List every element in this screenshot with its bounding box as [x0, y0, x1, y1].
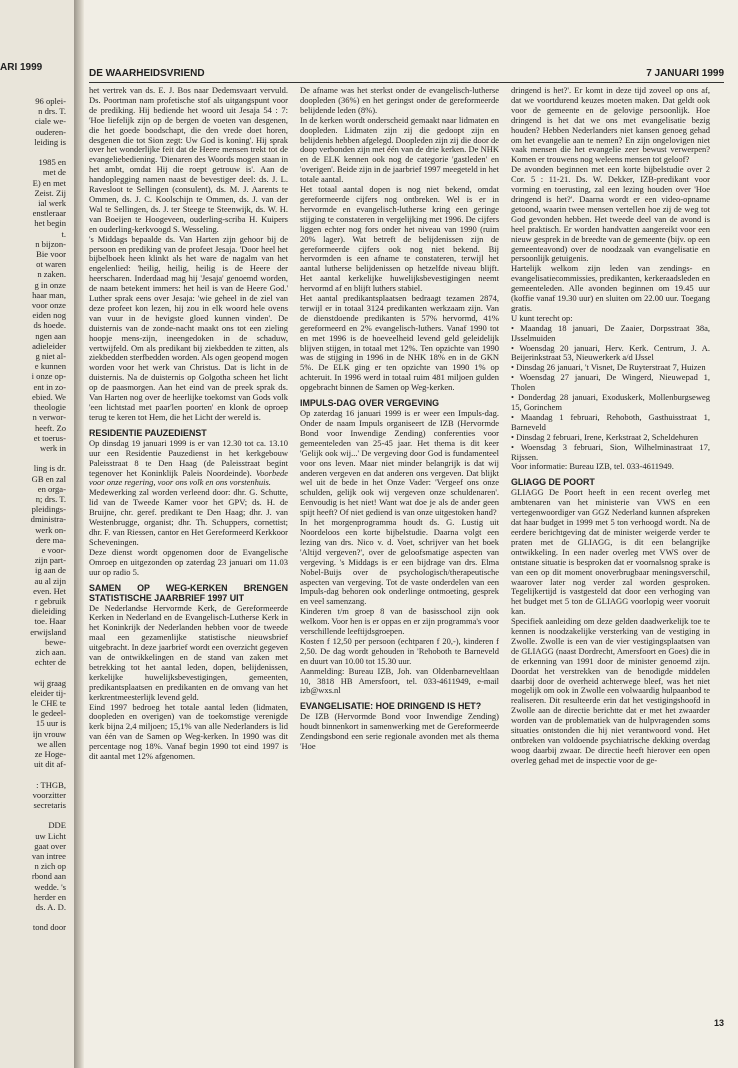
adjacent-text-line: gaat over: [34, 840, 66, 851]
adjacent-text-line: r gebruik: [34, 595, 66, 606]
adjacent-text-line: ling is dr.: [33, 463, 66, 474]
page-gutter: [74, 0, 84, 1068]
adjacent-text-line: van intree: [31, 851, 66, 862]
adjacent-text-line: le gedeel-: [32, 708, 66, 719]
adjacent-text-line: zijn part-: [34, 555, 66, 566]
adjacent-text-line: ebied. We: [32, 391, 66, 402]
adjacent-text-line: met de: [42, 167, 66, 178]
adjacent-text-line: tond door: [32, 922, 66, 933]
paragraph: De avonden beginnen met een korte bijbelstudie over 2 Cor. 5 : 11-21. Ds. W. Dekker, IZB-predikant voor vorming en toerusting, zal een lezing houden over 'Hoe dringend is het?'. Daarna wordt er een video-opname getoond, waarin twee mensen vertellen hoe zij de weg tot God gevonden hebben. Het tweede deel van de avond is heel praktisch. Er worden handvatten aangereikt voor een nieuw gesprek in de breedte van de gemeente (bijv. op een gemeenteavond) over de noodzaak van evangelisatie en persoonlijk getuigenis.: [511, 164, 710, 264]
paragraph: In de kerken wordt onderscheid gemaakt naar lidmaten en doopleden. Lidmaten zijn zij die gedoopt zijn en belijdenis hebben afgelegd. Doopleden zijn zij die door de doop verbonden zijn met één van de drie kerken. De NHK en de ELK kennen ook nog de categorie 'gastleden' en 'overigen'. Beide zijn in de jaarbrief 1997 meegeteld in het totale aantal.: [300, 114, 499, 185]
adjacent-text-line: secretaris: [33, 800, 66, 811]
paragraph: Medewerking zal worden verleend door: dhr. G. Schutte, lid van de Tweede Kamer voor het GPV; ds. H. de Bruijne, chr. geref. predikant te Den Haag; dhr. J. van Westenbrugge, organist; dhr. Th. Schuppers, cornettist; dhr. F. van Riessen, cantor en Het Gereformeerd Kerkkoor Scheveningen.: [89, 487, 288, 547]
adjacent-text-line: [0, 769, 66, 779]
adjacent-text-line: [0, 667, 66, 677]
adjacent-text-line: et toerus-: [33, 432, 66, 443]
adjacent-text-line: dere ma-: [35, 534, 66, 545]
adjacent-text-line: n zaken.: [37, 269, 66, 280]
adjacent-text-line: t.: [61, 228, 66, 239]
adjacent-text-line: [0, 912, 66, 922]
adjacent-text-line: E) en met: [32, 177, 66, 188]
adjacent-text-line: leiding is: [34, 136, 66, 147]
adjacent-page: [0, 0, 75, 1068]
adjacent-text-line: even. Het: [33, 585, 66, 596]
list-item: • Woensdag 3 februari, Sion, Wilhelminastraat 17, Rijssen.: [511, 441, 710, 462]
paragraph: De Nederlandse Hervormde Kerk, de Gereformeerde Kerken in Nederland en de Evangelisch-Lutherse Kerk in het Koninkrijk der Nederlanden hebben voor de tweede maal een gezamenlijke statistische nieuwsbrief uitgebracht. In deze jaarbrief wordt een overzicht gegeven van de ontwikkelingen en de stand van zaken met betrekking tot het aantal leden, dopen, belijdenissen, kerkelijke huwelijksbevestigingen, gemeenten, predikantsplaatsen en predikanten en de omvang van het kerkrentmeesterlijk levend geld.: [89, 602, 288, 702]
adjacent-text-line: ze Hoge-: [34, 749, 66, 759]
paragraph: Aanmelding: Bureau IZB, Joh. van Oldenbarneveltlaan 10, 3818 HB Amersfoort, tel. 033-4611949, e-mail izb@wxs.nl: [300, 665, 499, 696]
section-heading: EVANGELISATIE: HOE DRINGEND IS HET?: [300, 701, 482, 712]
section-heading: GLIAGG DE POORT: [511, 477, 595, 488]
paragraph: U kunt terecht op:: [511, 312, 573, 323]
adjacent-text-line: echter de: [34, 657, 66, 668]
adjacent-text-line: haar man,: [32, 289, 66, 300]
adjacent-text-line: n drs. T.: [38, 106, 66, 117]
adjacent-text-line: erwijsland: [30, 626, 66, 637]
adjacent-text-line: rbond aan: [31, 871, 66, 882]
adjacent-text-line: Bie voor: [36, 249, 66, 260]
paragraph: Het aantal predikantsplaatsen bedraagt tezamen 2874, terwijl er in totaal 3124 predikanten werkzaam zijn. Van de dienstdoende predikanten is 57% hervormd, 41% gereformeerd en 2% evangelisch-luthers. Vanaf 1990 tot en met 1996 is de hoeveelheid levend geld geleidelijk blijven stijgen, in totaal met 12%. Ten opzichte van 1990 was de stijging in 1996 in de NHK 18% en in de GKN 5%. De ELK ging er ten opzichte van 1990 1% op achteruit. In 1996 werd in totaal ruim 481 miljoen gulden opgebracht binnen de Samen op Weg-kerken.: [300, 293, 499, 393]
adjacent-text-line: het begin: [34, 218, 66, 229]
document-page: [84, 0, 738, 1068]
section-heading: SAMEN OP WEG-KERKEN BRENGEN STATISTISCHE JAARBRIEF 1997 UIT: [89, 582, 288, 603]
list-item: • Maandag 1 februari, Rehoboth, Gasthuisstraat 1, Barneveld: [511, 411, 710, 432]
adjacent-text-line: en orga-: [37, 483, 66, 494]
paragraph: [89, 439, 288, 489]
publication-title: DE WAARHEIDSVRIEND: [89, 68, 205, 79]
column-1: [89, 86, 288, 1036]
paragraph: het vertrek van ds. E. J. Bos naar Dedemsvaart vervuld. Ds. Poortman nam profetische stof als uitgangspunt voor de prediking. Hij bediende het woord uit Jesaja 54 : 7: 'Hoe liefelijk zijn op de bergen de voeten van desgenen, die het goede boodschapt, die den vrede doet horen, desgenen die tot Sion zegt: Uw God is koning'. Hij sprak over het wonderlijke feit dat de Heere mensen trekt tot de evangeliebediening. 'Dienaren des Woords mogen staan in het ambt, omdat Hij die roept getrouw is'. Aan de handoplegging namen naast de bevestiger deel: ds. J. L. Ravesloot te Sellingen (consulent), ds. M. J. Aarents te Ommen, ds. J. C. Koolschijn te Ommen, ds. J. van der Wal te Sellingen, ds. J. ter Steege te Steenwijk, ds. W. H. van Boeijen te Hoogeveen, ouderling-scriba H. Kuipers en ouderling-kerkvoogd S. Wesseling.: [89, 86, 288, 234]
paragraph: dringend is het?'. Er komt in deze tijd zoveel op ons af, dat we voortdurend keuzes moeten maken. Dat geldt ook voor de gemeente en de gelovige persoonlijk. Hoe dringend is het dat we ons met evangelisatie bezig houden? Hebben Nederlanders niet kansen genoeg gehad om het evangelie aan te nemen? En zijn ongelovigen niet vaak mensen die het evangelie zeer bewust verwerpen? Komen er trouwens nog weleens mensen tot geloof?: [511, 86, 710, 165]
paragraph: Voor informatie: Bureau IZB, tel. 033-4611949.: [511, 461, 674, 472]
adjacent-text-line: voor onze: [31, 300, 66, 311]
adjacent-text-line: uw Licht: [35, 830, 66, 841]
paragraph: Eind 1997 bedroeg het totale aantal leden (lidmaten, doopleden en overigen) van de toekomstige verenigde kerk bijna 2,4 miljoen; 15,1% van alle Nederlanders is lid van één van de Samen op Weg-kerken. In 1990 was dit percentage nog 18%. Vanaf begin 1990 tot eind 1997 is dit aantal met 12% afgenomen.: [89, 701, 288, 762]
paragraph: Hartelijk welkom zijn leden van zendings- en evangelisatiecommissies, predikanten, kerkeraadsleden en gemeenteleden. Alle avonden beginnen om 19.45 uur (koffie vanaf 19.30 uur) en sluiten om 22.00 uur. Toegang gratis.: [511, 263, 710, 313]
adjacent-text-line: ouderen-: [35, 126, 66, 137]
adjacent-text-line: zich aan.: [35, 646, 66, 657]
adjacent-text-line: enstleraar: [32, 208, 66, 219]
paragraph-text: Op dinsdag 19 januari 1999 is er van 12.30 tot ca. 13.10 uur een Residentie Pauzedienst in het kerkgebouw Paleisstraat 8 te Den Haag (de Paleisstraat begint tegenover het Koninklijk Paleis Noordeinde).: [89, 437, 288, 478]
adjacent-text-line: bewe-: [45, 636, 66, 647]
adjacent-text-line: g in onze: [34, 279, 66, 290]
adjacent-text-line: ds. A. D.: [35, 902, 66, 913]
adjacent-text-line: werk on-: [35, 524, 66, 535]
adjacent-text-line: ent in zo-: [33, 381, 66, 392]
paragraph: Specifiek aanleiding om deze gelden daadwerkelijk toe te kennen is noodzakelijke versterking van de vestiging in Zwolle. Zwolle is een van de vier vestigingsplaatsen van de GLIAGG (naast Dordrecht, Amersfoort en Goes) die in de erkenning van 1991 door de minister genoemd zijn. Doordat het verstrekken van de benodigde middelen daarbij door de overheid achterwege bleef, was het niet mogelijk om ook in Zwolle een volwaardig hulpaanbod te realiseren. Dit resulteerde erin dat het vestigingshoofd in Zwolle aan de directie berichtte dat er met het zwaarder worden van de problematiek van de hulpvragenden soms situaties ontstonden die hij niet verantwoord vond. Het ontbreken van voldoende psychiatrische dekking overdag woog daarbij zwaar. De directie heeft hierover een open overleg gehad met de inspectie voor de ge-: [511, 616, 710, 765]
adjacent-text-line: le CHE te: [32, 697, 66, 708]
adjacent-text-line: 96 oplei-: [35, 96, 66, 106]
adjacent-text-line: au al zijn: [34, 575, 66, 586]
column-3: [511, 86, 710, 1036]
adjacent-text-line: 15 uur is: [35, 718, 66, 729]
adjacent-page-text: [0, 96, 74, 1046]
adjacent-text-line: herder en: [33, 891, 66, 902]
adjacent-text-line: n zich op: [34, 861, 66, 872]
adjacent-text-line: eiden nog: [32, 310, 66, 321]
paragraph: Kinderen t/m groep 8 van de basisschool zijn ook welkom. Voor hen is er oppas en er zijn programma's voor verschillende leeftijdsgroepen.: [300, 606, 499, 637]
adjacent-text-line: DDE: [48, 820, 66, 831]
running-header: [89, 68, 724, 83]
adjacent-text-line: ciale we-: [34, 116, 66, 127]
adjacent-text-line: i onze op-: [31, 371, 66, 382]
adjacent-text-line: [0, 453, 66, 463]
adjacent-text-line: ijn vrouw: [32, 728, 66, 739]
adjacent-text-line: ot waren: [36, 259, 66, 270]
adjacent-text-line: theologie: [34, 402, 66, 413]
adjacent-text-line: uit dit af-: [34, 759, 66, 770]
issue-date: 7 JANUARI 1999: [646, 68, 724, 79]
adjacent-text-line: ig aan de: [34, 565, 66, 576]
adjacent-text-line: [0, 147, 66, 157]
adjacent-text-line: ds hoede.: [33, 320, 66, 331]
adjacent-text-line: dieleiding: [31, 606, 66, 617]
adjacent-text-line: GB en zal: [31, 473, 66, 484]
section-heading: IMPULS-DAG OVER VERGEVING: [300, 398, 440, 409]
adjacent-text-line: ngen aan: [35, 330, 66, 341]
adjacent-text-line: toe. Haar: [34, 616, 66, 627]
paragraph: Het totaal aantal dopen is nog niet bekend, omdat gereformeerde cijfers nog ontbreken. Wel is er in hervormde en evangelisch-lutherse kring een geringe stijging te constateren in vergelijking met 1996. De cijfers liggen echter nog fors onder het niveau van 1990 (ruim 20% lager). Wat betreft de belijdenissen zijn de gereformeerde cijfers ook nog niet bekend. Bij hervormden is een afname te constateren, terwijl het aantal lutherse belijdenissen op hetzelfde niveau blijft. Het aantal kerkelijke huwelijksbevestigingen neemt hervormd af en blijft luthers stabiel.: [300, 184, 499, 294]
paragraph: GLIAGG De Poort heeft in een recent overleg met ambtenaren van het ministerie van VWS en een vertegenwoordiger van GGZ Nederland kunnen afspreken dat haar budget in 1999 met 5 ton verhoogd wordt. Na de eerdere berichtgeving dat de minister weigerde verder te praten met de GLIAGG, is dit een belangrijke ontwikkeling. In een nader overleg met VWS over de ontstane situatie is besproken dat er voornalsnog sprake is van een op dit moment onoverbrugbaar meningsverschil, waarover later nog verder zal worden gesproken. Tegelijkertijd is vastgesteld dat door een verhoging van het budget met 5 ton de GLIAGG voorlopig weer vooruit kan.: [511, 487, 710, 617]
adjacent-text-line: e kunnen: [34, 361, 66, 372]
adjacent-text-line: 1985 en: [38, 157, 66, 168]
adjacent-text-line: [0, 810, 66, 820]
list-item: • Dinsdag 2 februari, Irene, Kerkstraat 2, Scheldehuren: [511, 431, 699, 442]
section-heading: RESIDENTIE PAUZEDIENST: [89, 427, 207, 438]
adjacent-text-line: ial werk: [38, 198, 66, 209]
list-item: • Dinsdag 26 januari, 't Visnet, De Ruyterstraat 7, Huizen: [511, 362, 706, 373]
list-item: • Woensdag 27 januari, De Wingerd, Nieuwepad 1, Tholen: [511, 372, 710, 393]
adjacent-text-line: n bijzon-: [35, 238, 66, 249]
adjacent-text-line: voorzitter: [32, 789, 66, 800]
paragraph: 's Middags bepaalde ds. Van Harten zijn gehoor bij de persoon en prediking van de profeet Jesaja. 'Door heel het bijbelboek heen klinkt als het ware de nagalm van het engelenlied: 'heilig, heilig, heilig is de Heere der heerscharen. Inderdaad mag hij 'Jesaja' genoemd worden, de naam betekent immers: het heil is van de Heere God.' Luther sprak eens over Jesaja: 'wie geheel in de ziel van deze profeet kon lezen, hij zou in elk woord hele ovens van vuur in de hevigste gloed kunnen vinden'. De duisternis van de zonde-nacht maakt ons tot een zieling hoopje mens-zijn, ineengedoken in de schaduw, vertwijfeld. Om als predikant bij ziekbedden te zitten, als ziekbedden sterfbedden worden. Als ogen geopend mogen worden voor het werk van Christus. Dat is licht in de duisternis. Na de duisternis op Golgotha scheen het licht op de paasmorgen. Aan het eind van de preek sprak ds. Van Harten nog over de heerlijke toekomst van Gods volk 'een lichtstad met paar'len poorten' en klonk de oproep terug te keren tot Hem, die het Licht der wereld is.: [89, 233, 288, 422]
column-2: [300, 86, 499, 1036]
list-item: • Donderdag 28 januari, Exoduskerk, Mollenburgseweg 15, Gorinchem: [511, 392, 710, 412]
adjacent-text-line: g niet al-: [35, 351, 66, 362]
paragraph: Deze dienst wordt opgenomen door de Evangelische Omroep en uitgezonden op zaterdag 23 januari om 11.03 uur op radio 5.: [89, 546, 288, 577]
adjacent-text-line: n; drs. T.: [35, 493, 66, 504]
adjacent-text-line: : THGB,: [36, 779, 66, 790]
adjacent-text-line: dministra-: [30, 514, 66, 525]
adjacent-text-line: wedde. 's: [34, 881, 66, 892]
paragraph: De afname was het sterkst onder de evangelisch-lutherse doopleden (36%) en het geringst onder de gereformeerde belijdende leden (8%).: [300, 86, 499, 115]
paragraph: De IZB (Hervormde Bond voor Inwendige Zending) houdt binnenkort in samenwerking met de Gereformeerde Zendingsbond een serie regionale avonden met als thema 'Hoe: [300, 711, 499, 752]
adjacent-text-line: pleidings-: [31, 504, 66, 515]
adjacent-text-line: n verwor-: [32, 412, 66, 423]
paragraph: Op zaterdag 16 januari 1999 is er weer een Impuls-dag. Onder de naam Impuls organiseert de IZB (Hervormde Bond voor Inwendige Zending) conferenties voor gemeenteleden van 25-45 jaar. Het thema is dit keer 'Gelijk ook wij...' De vergeving door God is fundamenteel voor ons leven. Maar niet minder belangrijk is dat wij anderen vergeven en dat anderen ons vergeven. Dat blijkt wel uit de bede in het Onze Vader: 'Vergeef ons onze schulden, gelijk ook wij vergeven onze schuldenaren'. Eenvoudig is het niet! Want wat doe je als de ander geen spijt heeft? Of niet gediend is van onze uitgestoken hand?: [300, 408, 499, 518]
list-item: • Woensdag 20 januari, Herv. Kerk. Centrum, J. A. Beijerinkstraat 53, Nieuwerkerk a/d IJssel: [511, 342, 710, 363]
adjacent-text-line: eleider tij-: [30, 687, 66, 698]
adjacent-text-line: e voor-: [41, 544, 66, 555]
paragraph: Kosten f 12,50 per persoon (echtparen f 20,-), kinderen f 2,50. De dag wordt gehouden in 'Rehoboth te Barneveld en duurt van 10.00 tot 15.30 uur.: [300, 635, 499, 666]
adjacent-text-line: adieleider: [32, 340, 66, 351]
paragraph: In het morgenprogramma houdt ds. G. Lustig uit Noordeloos een korte bijbelstudie. Daarna volgt een lezing van drs. Nico v. d. Voet, schrijver van het boek 'Altijd vergeven?', over de geloofsmatige aspecten van vergeving. 's Middags is er een bijdrage van drs. Elma Nobel-Buijs over de psychologisch/therapeutische aspecten van vergeving. Tot de vaste onderdelen van een Impuls-dag behoren ook onderlinge ontmoeting, gesprek en veel samenzang.: [300, 517, 499, 607]
page-number: 13: [713, 1018, 724, 1028]
list-item: • Maandag 18 januari, De Zaaier, Dorpsstraat 38a, IJsselmuiden: [511, 322, 710, 343]
adjacent-text-line: werk in: [39, 442, 66, 453]
adjacent-text-line: we allen: [37, 738, 66, 749]
adjacent-text-line: heeft. Zo: [34, 422, 66, 433]
adjacent-page-header: ARI 1999: [0, 62, 43, 73]
italic-text: Voorbede voor onze regering, voor ons volk en ons vorstenhuis.: [89, 467, 288, 488]
adjacent-text-line: wij graag: [33, 677, 66, 688]
adjacent-text-line: Zeist. Zij: [34, 187, 66, 198]
